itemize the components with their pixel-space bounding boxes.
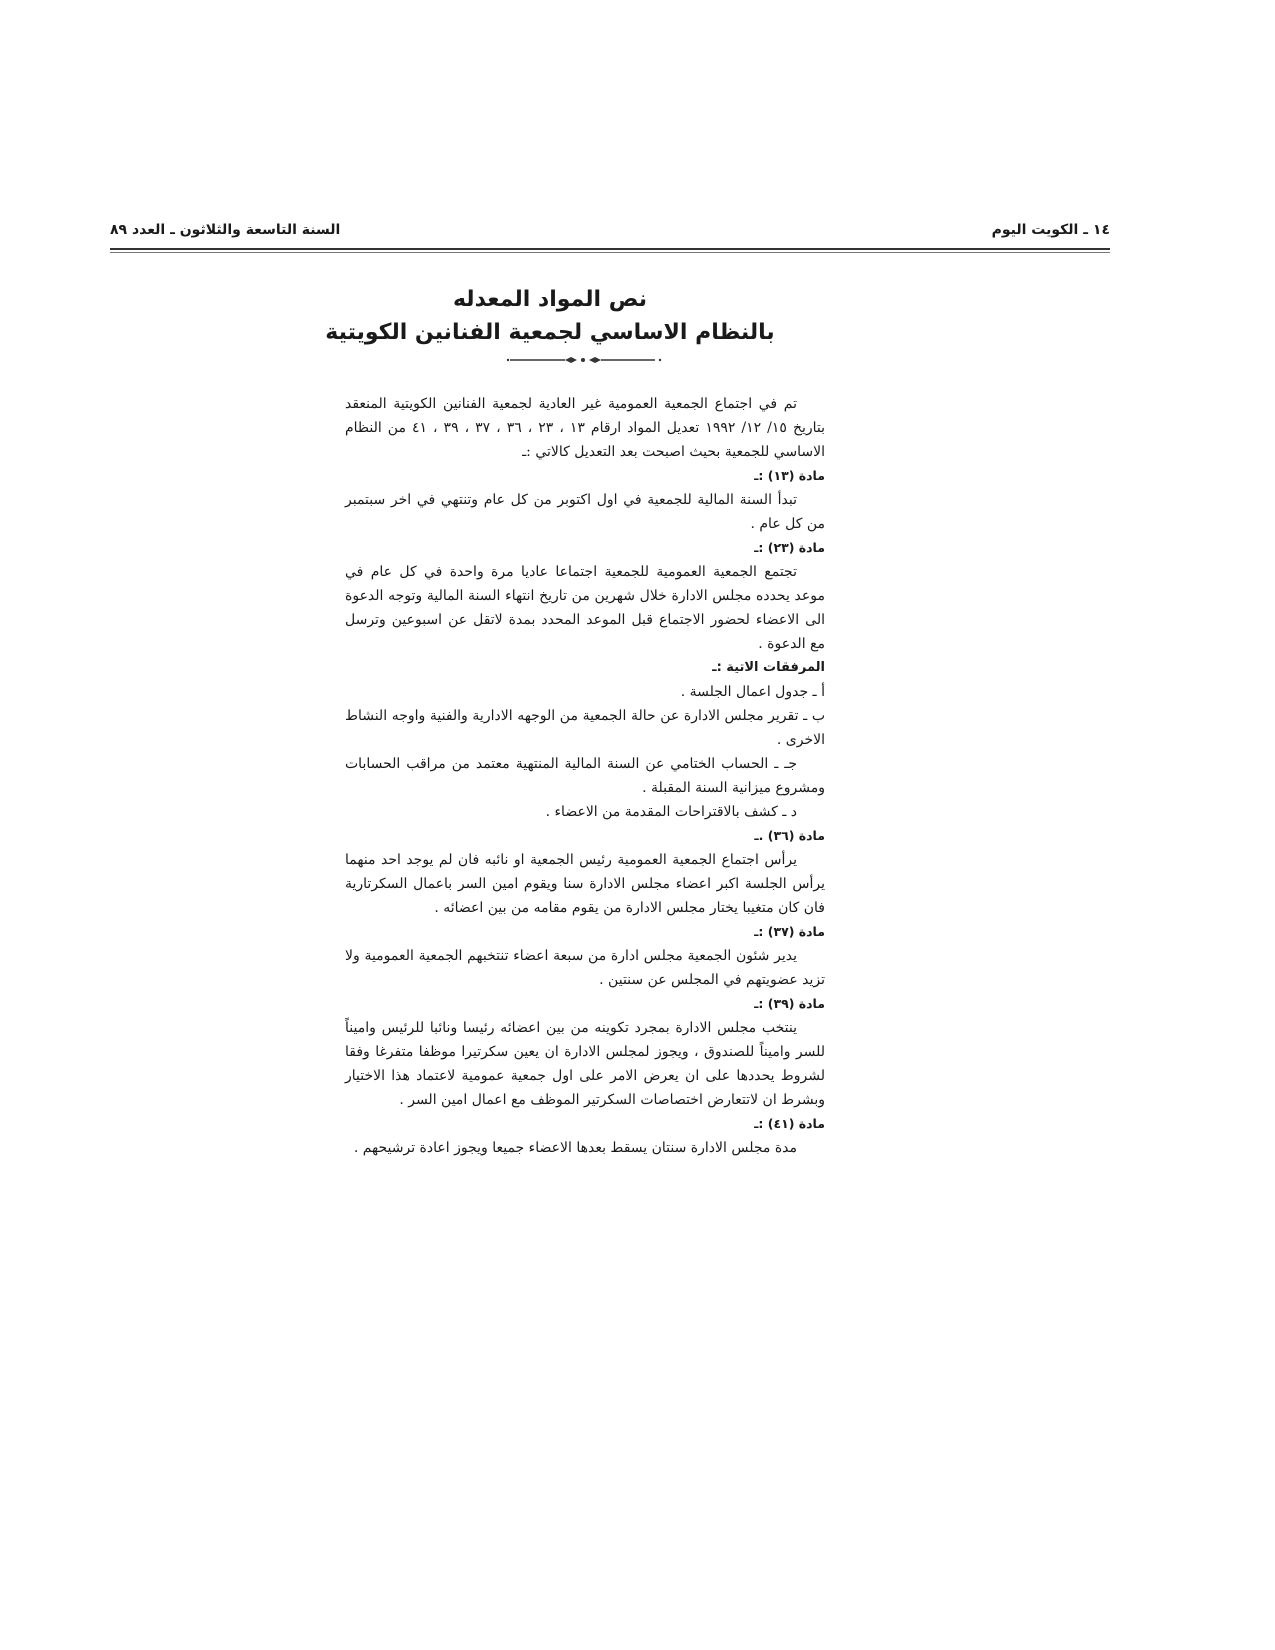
article-41-text: مدة مجلس الادارة سنتان يسقط بعدها الاعضاء جميعا ويجوز اعادة ترشيحهم . — [353, 1140, 797, 1156]
attachment-item-b: ب ـ تقرير مجلس الادارة عن حالة الجمعية من الوجهه الادارية والفنية واوجه النشاط الاخرى . — [345, 708, 825, 748]
article-36-text: يرأس اجتماع الجمعية العمومية رئيس الجمعية او نائبه فان لم يوجد احد منهما يرأس الجلسة اكبر اعضاء مجلس الادارة سنا ويقوم امين السر باعمال السكرتارية فان كان متغيبا يختار مجلس الادارة من يقوم مقامه من بين اعضائه . — [345, 852, 825, 916]
article-23-heading: مادة (٢٣) :ـ — [754, 540, 825, 555]
attachment-item-d: د ـ كشف بالاقتراحات المقدمة من الاعضاء . — [545, 804, 797, 820]
article-36-heading: مادة (٣٦) .ـ — [754, 828, 825, 843]
document-title — [300, 285, 800, 351]
page-number-title: ١٤ ـ الكويت اليوم — [991, 222, 1110, 238]
issue-info: السنة التاسعة والثلاثون ـ العدد ٨٩ — [110, 222, 341, 238]
attachment-item-a: أ ـ جدول اعمال الجلسة . — [680, 684, 825, 700]
title-line-2: بالنظام الاساسي لجمعية الفنانين الكويتية — [325, 320, 775, 345]
title-line-1: نص المواد المعدله — [452, 287, 648, 312]
ornament-divider-icon — [505, 350, 665, 370]
article-39-text: ينتخب مجلس الادارة بمجرد تكوينه من بين اعضائه رئيسا ونائبا للرئيس واميناً للسر واميناً للصندوق ، ويجوز لمجلس الادارة ان يعين سكرتيرا موظفا متفرغا وفقا لشروط يحددها على ان يعرض الامر على اول جمعية عمومية لاعتماد هذا الاختيار وبشرط ان لاتتعارض اختصاصات السكرتير الموظف مع اعمال امين السر . — [345, 1020, 825, 1108]
intro-paragraph: تم في اجتماع الجمعية العمومية غير العادية لجمعية الفنانين الكويتية المنعقد بتاريخ ١٥/ ١٢/ ١٩٩٢ تعديل المواد ارقام ١٣ ، ٢٣ ، ٣٦ ، ٣٧ ، ٣٩ ، ٤١ من النظام الاساسي للجمعية بحيث اصبحت بعد التعديل كالاتي :ـ — [345, 396, 826, 460]
article-41-heading: مادة (٤١) :ـ — [754, 1116, 825, 1131]
header-divider — [110, 248, 1110, 253]
attachments-label: المرفقات الاتية :ـ — [712, 660, 825, 675]
article-37-text: يدير شئون الجمعية مجلس ادارة من سبعة اعضاء تنتخبهم الجمعية العمومية ولا تزيد عضويتهم في المجلس عن سنتين . — [345, 948, 825, 988]
article-13-heading: مادة (١٣) :ـ — [754, 468, 825, 483]
document-body — [345, 392, 825, 1160]
article-23-text: تجتمع الجمعية العمومية للجمعية اجتماعا عاديا مرة واحدة في كل عام في موعد يحدده مجلس الادارة خلال شهرين من تاريخ انتهاء السنة المالية وتوجه الدعوة الى الاعضاء لحضور الاجتماع قبل الموعد المحدد بمدة لاتقل عن اسبوعين وترسل مع الدعوة . — [345, 564, 825, 652]
article-37-heading: مادة (٣٧) :ـ — [754, 924, 825, 939]
article-39-heading: مادة (٣٩) :ـ — [754, 996, 825, 1011]
article-13-text: تبدأ السنة المالية للجمعية في اول اكتوبر من كل عام وتنتهي في اخر سبتمبر من كل عام . — [345, 492, 825, 532]
attachment-item-c: جـ ـ الحساب الختامي عن السنة المالية المنتهية معتمد من مراقب الحسابات ومشروع ميزانية السنة المقبلة . — [345, 756, 825, 796]
